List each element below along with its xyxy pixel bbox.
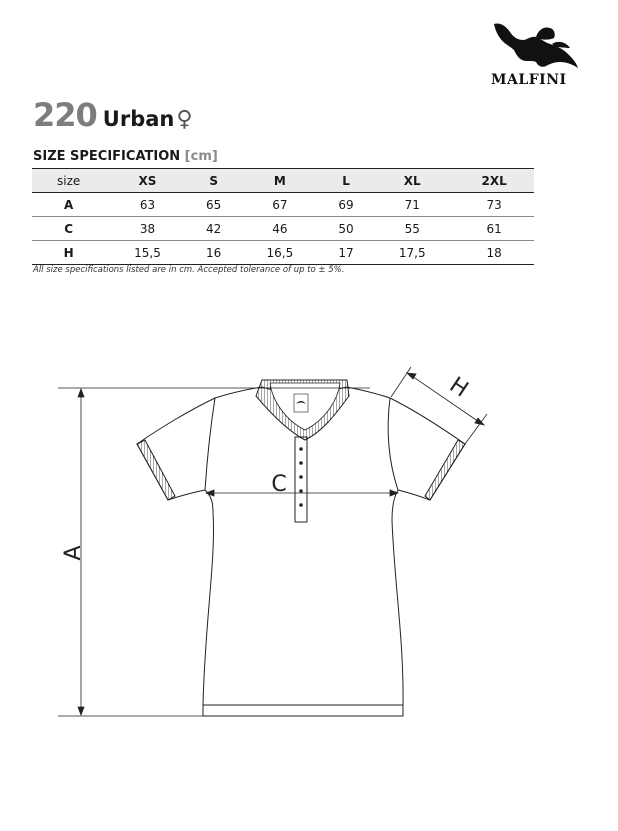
header-cell: size: [57, 173, 81, 188]
brand-name: MALFINI: [491, 72, 567, 88]
tolerance-note: All size specifications listed are in cm. Accepted tolerance of up to ± 5%.: [33, 265, 345, 275]
right-cuff: [425, 440, 465, 500]
left-cuff: [137, 440, 175, 500]
table-cell: 15,5: [134, 245, 161, 260]
table-row: [32, 241, 534, 265]
label-h: H: [444, 372, 473, 403]
model-name: Urban: [102, 107, 175, 131]
table-cell: 42: [206, 221, 222, 236]
row-label: A: [64, 197, 74, 212]
spec-heading-text: SIZE SPECIFICATION: [33, 149, 181, 164]
table-cell: 46: [272, 221, 288, 236]
table-cell: 50: [338, 221, 354, 236]
header-cell: S: [209, 173, 218, 188]
model-number: 220: [33, 96, 97, 134]
table-cell: 55: [404, 221, 420, 236]
dimension-h: [391, 367, 487, 444]
product-title: [33, 96, 192, 136]
row-label: H: [63, 245, 74, 260]
table-cell: 73: [486, 197, 502, 212]
header-cell: 2XL: [481, 173, 507, 188]
label-c: C: [271, 472, 287, 497]
row-label: C: [64, 221, 74, 236]
measurement-diagram: [0, 330, 618, 750]
table-cell: 16,5: [266, 245, 294, 260]
table-cell: 71: [404, 197, 420, 212]
header-cell: M: [273, 173, 286, 188]
eagle-icon: [492, 20, 580, 70]
header-cell: XS: [138, 173, 157, 188]
table-cell: 38: [139, 221, 156, 236]
table-cell: 61: [486, 221, 502, 236]
spec-unit: [cm]: [184, 149, 218, 164]
table-cell: 69: [338, 197, 354, 212]
dimension-a: [58, 388, 370, 716]
table-cell: 17: [338, 245, 354, 260]
table-cell: 65: [206, 197, 222, 212]
female-icon: ♀: [176, 107, 193, 132]
collar: [256, 380, 349, 440]
table-cell: 18: [486, 245, 502, 260]
header-cell: L: [342, 173, 350, 188]
placket-buttons: [299, 447, 303, 507]
size-table: [32, 168, 534, 265]
header-cell: XL: [403, 173, 421, 188]
table-row: [32, 217, 534, 241]
table-row: [32, 193, 534, 217]
brand-logo: [488, 20, 584, 92]
table-cell: 63: [139, 197, 156, 212]
spec-heading: [33, 149, 218, 164]
label-a: A: [61, 545, 86, 561]
table-header-row: [32, 169, 534, 193]
table-cell: 16: [206, 245, 222, 260]
table-cell: 17,5: [398, 245, 426, 260]
table-cell: 67: [272, 197, 288, 212]
